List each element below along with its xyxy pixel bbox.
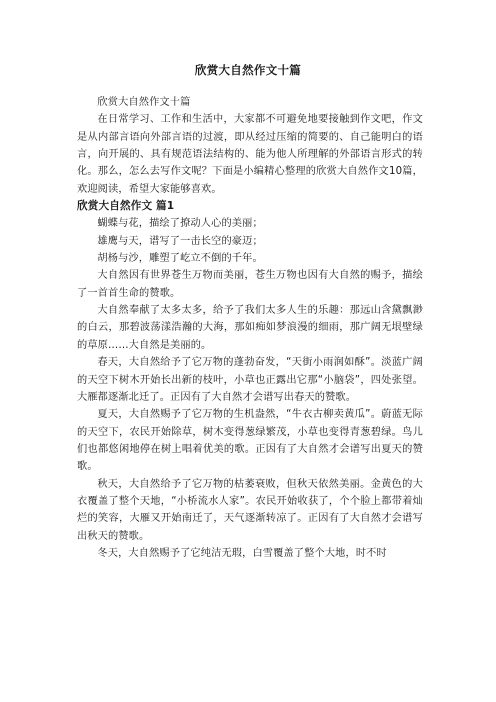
body-paragraph: 冬天，大自然赐予了它纯洁无瑕，白雪覆盖了整个大地，时不时 <box>97 547 387 559</box>
subtitle: 欣赏大自然作文十篇 <box>97 97 191 108</box>
body-paragraph: 大自然奉献了太多太多，给予了我们太多人生的乐趣：那远山含黛飘渺的白云，那碧波荡漾浩瀚的大海，那如痴如梦浪漫的细雨，那广阔无垠壁绿的草原……大自然是美丽的。 <box>77 305 423 351</box>
document-title: 欣赏大自然作文十篇 <box>194 63 302 77</box>
section-heading: 欣赏大自然作文 篇1 <box>77 200 175 213</box>
poem-line: 蝴蝶与花，描绘了撩动人心的美丽； <box>97 218 263 230</box>
body-paragraph: 春天，大自然给予了它万物的蓬勃奋发，“天街小雨润如酥”。淡蓝广阔的天空下树木开始长出新的枝叶，小草也正露出它那“小脑袋”，四处张望。大雁都逐渐北迁了。正因有了大自然才会谱写出春天的赞歌。 <box>77 357 423 403</box>
body-paragraph: 秋天，大自然给予了它万物的枯萎衰败，但秋天依然美丽。金黄色的大衣覆盖了整个天地，“小桥流水人家”。农民开始收获了，个个脸上都带着灿烂的笑容，大雁又开始南迁了，天气逐渐转凉了。正因有了大自然才会谱写出秋天的赞歌。 <box>77 478 423 542</box>
document-body <box>77 94 423 562</box>
body-paragraph: 大自然因有世界苍生万物而美丽，苍生万物也因有大自然的赐予，描绘了一首首生命的赞歌。 <box>77 270 423 299</box>
body-paragraph: 夏天，大自然赐予了它万物的生机盎然，“牛衣古柳卖黄瓜”。蔚蓝无际的天空下，农民开始除草，树木变得葱绿繁茂，小草也变得青葱碧绿。鸟儿们也都悠闲地停在树上唱着优美的歌。正因有了大自然才会谱写出夏天的赞歌。 <box>77 409 423 473</box>
poem-line: 雄鹰与天，谱写了一击长空的豪迈； <box>97 235 263 247</box>
poem-line: 胡杨与沙，雕塑了屹立不倒的千年。 <box>97 253 263 265</box>
intro-paragraph: 在日常学习、工作和生活中，大家都不可避免地要接触到作文吧，作文是从内部言语向外部言语的过渡，即从经过压缩的简要的、自己能明白的语言，向开展的、具有规范语法结构的、能为他人所理解的外部语言形式的转化。那么，怎么去写作文呢？下面是小编精心整理的欣赏大自然作文10篇，欢迎阅读，希望大家能够喜欢。 <box>77 114 423 195</box>
